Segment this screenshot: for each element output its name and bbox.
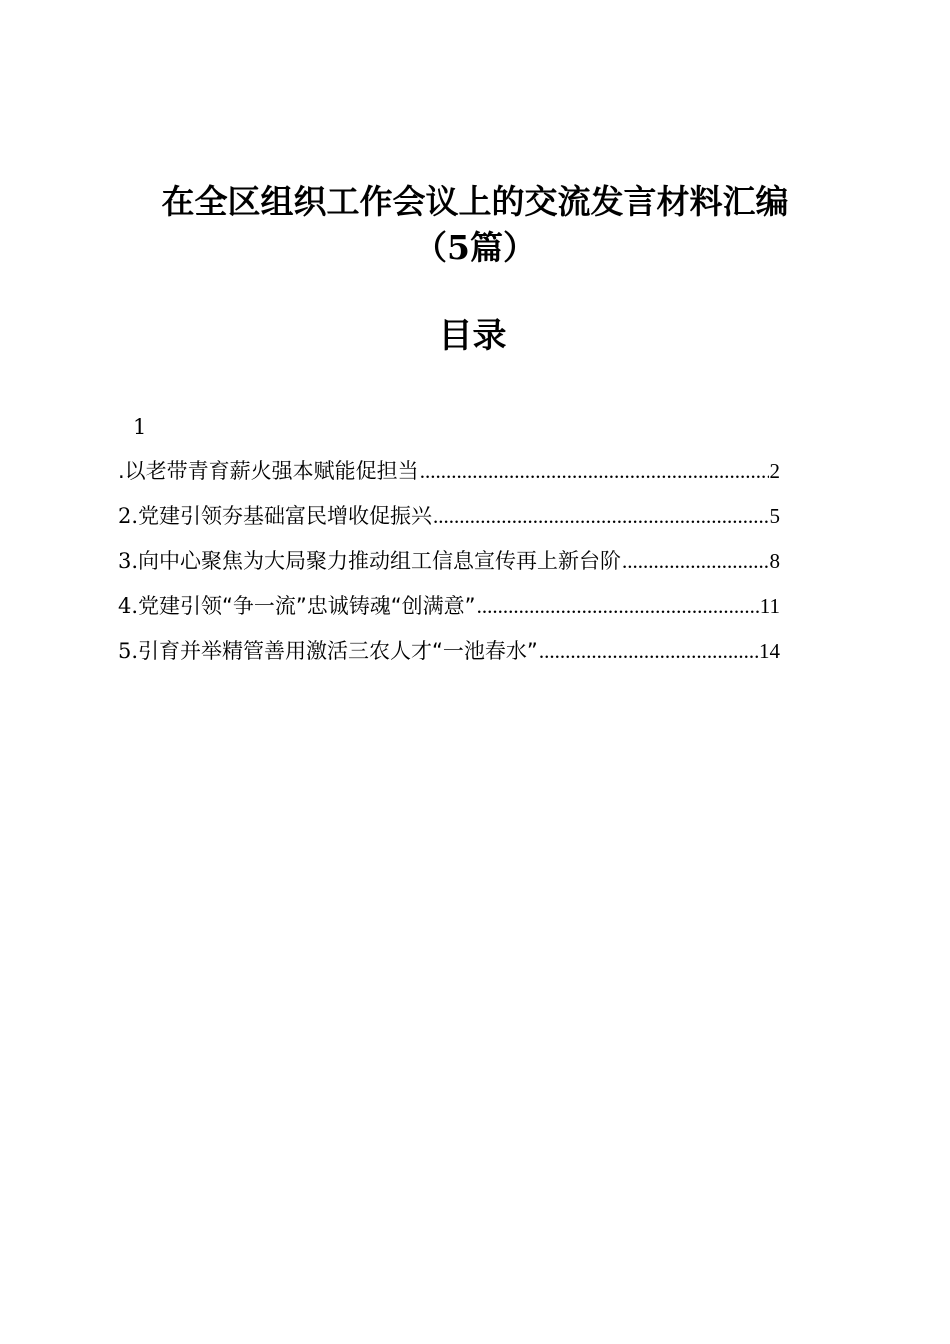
toc-dot-leader [477,591,759,621]
toc-entry-3[interactable] [118,546,780,591]
toc-page-number: 14 [759,639,780,663]
toc-heading: 目录 [438,316,507,356]
table-of-contents [118,456,780,681]
toc-dot-leader [622,546,768,576]
document-title-line2: （5篇） [414,228,536,267]
toc-dot-leader [539,636,758,666]
toc-entry-title [118,456,419,486]
toc-entry-title [118,546,621,576]
toc-entry-text: 向中心聚焦为大局聚力推动组工信息宣传再上新台阶 [138,549,622,573]
document-title-line1: 在全区组织工作会议上的交流发言材料汇编 [161,182,789,221]
toc-page-number: 5 [769,504,780,528]
toc-page-number: 2 [769,459,780,483]
toc-entry-text: 引育并举精管善用激活三农人才“一池春水” [138,639,538,663]
toc-entry-title [118,591,476,621]
toc-entry-title [118,636,538,666]
toc-entry-title [118,501,432,531]
toc-dot-leader [420,456,769,486]
toc-entry-number: 2. [118,504,139,528]
toc-entry-2[interactable] [118,501,780,546]
toc-entry-number: 4. [118,594,139,618]
toc-entry-number: 3. [118,549,139,573]
toc-page-number: 8 [769,549,780,573]
toc-entry-number: 5. [118,639,139,663]
toc-entry-text: 党建引领夯基础富民增收促振兴 [138,504,433,528]
toc-entry-text: 党建引领“争一流”忠诚铸魂“创满意” [138,594,476,618]
toc-entry-1[interactable] [118,456,780,501]
toc-entry-text: .以老带青育薪火强本赋能促担当 [118,459,419,483]
toc-entry-5[interactable] [118,636,780,681]
toc-entry-4[interactable] [118,591,780,636]
toc-entry-number-1: 1 [133,415,147,439]
toc-dot-leader [433,501,768,531]
toc-page-number: 11 [759,594,780,618]
